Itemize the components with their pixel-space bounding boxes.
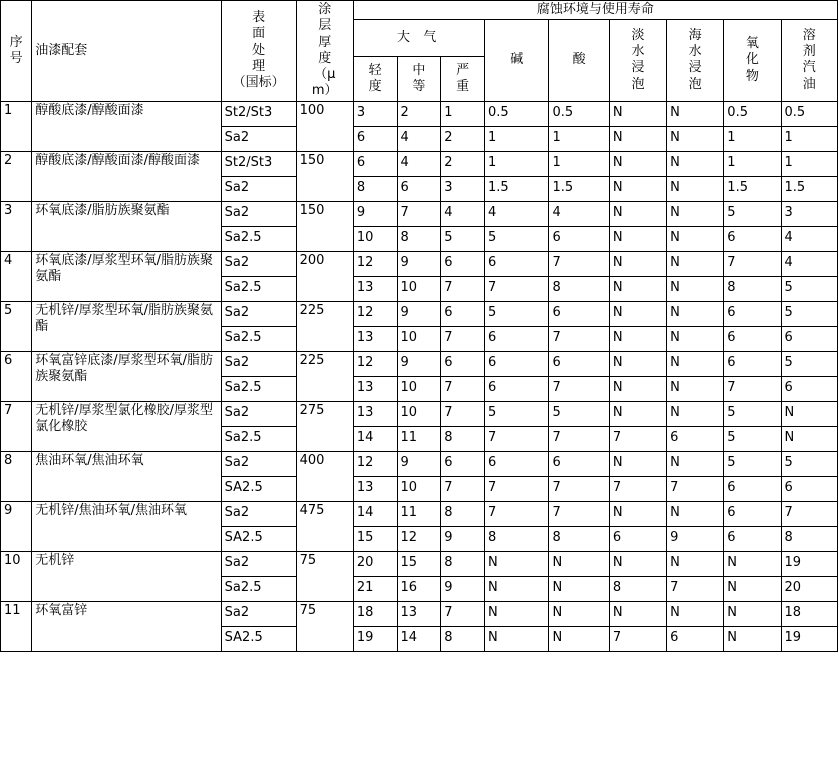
cell-light: 21 (353, 576, 397, 601)
header-seq-char-2: 号 (9, 50, 23, 66)
cell-alkali: N (484, 601, 549, 626)
cell-medium: 11 (397, 426, 441, 451)
cell-alkali: 6 (484, 376, 549, 401)
cell-oxide: 6 (724, 476, 781, 501)
cell-coating-thickness: 475 (296, 501, 353, 551)
cell-seq: 6 (1, 351, 32, 401)
cell-oxide: 6 (724, 526, 781, 551)
cell-freshwater: N (609, 351, 666, 376)
cell-light: 13 (353, 276, 397, 301)
cell-alkali: 6 (484, 451, 549, 476)
cell-acid: 7 (549, 251, 609, 276)
cell-seawater: N (667, 126, 724, 151)
cell-seawater: N (667, 601, 724, 626)
table-row (1, 251, 838, 276)
table-row (1, 301, 838, 326)
cell-seq: 10 (1, 551, 32, 601)
cell-medium: 8 (397, 226, 441, 251)
table-row (1, 101, 838, 126)
cell-surface-treatment: Sa2 (221, 351, 296, 376)
cell-coating-thickness: 225 (296, 301, 353, 351)
cell-alkali: 6 (484, 326, 549, 351)
cell-light: 8 (353, 176, 397, 201)
cell-paint-system: 无机锌 (32, 551, 221, 601)
cell-acid: 8 (549, 276, 609, 301)
cell-severe: 6 (441, 251, 485, 276)
cell-oxide: N (724, 626, 781, 651)
cell-solvent: N (781, 401, 837, 426)
cell-solvent: 0.5 (781, 101, 837, 126)
cell-medium: 9 (397, 301, 441, 326)
cell-acid: N (549, 601, 609, 626)
cell-severe: 6 (441, 351, 485, 376)
table-row (1, 451, 838, 476)
cell-medium: 10 (397, 376, 441, 401)
cell-light: 6 (353, 151, 397, 176)
cell-surface-treatment: Sa2.5 (221, 226, 296, 251)
cell-acid: 6 (549, 351, 609, 376)
cell-severe: 3 (441, 176, 485, 201)
table-row (1, 351, 838, 376)
cell-severe: 1 (441, 101, 485, 126)
cell-solvent: 8 (781, 526, 837, 551)
cell-solvent: 5 (781, 276, 837, 301)
cell-surface-treatment: Sa2 (221, 201, 296, 226)
cell-alkali: 7 (484, 426, 549, 451)
cell-alkali: 1 (484, 151, 549, 176)
cell-freshwater: N (609, 226, 666, 251)
cell-paint-system: 焦油环氧/焦油环氧 (32, 451, 221, 501)
cell-seawater: N (667, 276, 724, 301)
cell-oxide: 1 (724, 151, 781, 176)
cell-solvent: 5 (781, 301, 837, 326)
cell-medium: 13 (397, 601, 441, 626)
cell-oxide: 6 (724, 351, 781, 376)
cell-coating-thickness: 100 (296, 101, 353, 151)
cell-coating-thickness: 150 (296, 201, 353, 251)
cell-freshwater: N (609, 601, 666, 626)
cell-solvent: 4 (781, 226, 837, 251)
cell-seawater: N (667, 326, 724, 351)
cell-coating-thickness: 275 (296, 401, 353, 451)
cell-medium: 2 (397, 101, 441, 126)
cell-freshwater: N (609, 501, 666, 526)
cell-coating-thickness: 400 (296, 451, 353, 501)
cell-seawater: N (667, 301, 724, 326)
cell-light: 12 (353, 301, 397, 326)
cell-severe: 9 (441, 576, 485, 601)
cell-medium: 10 (397, 276, 441, 301)
cell-medium: 9 (397, 251, 441, 276)
cell-light: 12 (353, 451, 397, 476)
cell-solvent: 6 (781, 376, 837, 401)
cell-surface-treatment: SA2.5 (221, 626, 296, 651)
table-row (1, 201, 838, 226)
cell-light: 13 (353, 326, 397, 351)
cell-surface-treatment: Sa2 (221, 251, 296, 276)
cell-alkali: 7 (484, 501, 549, 526)
cell-alkali: 5 (484, 401, 549, 426)
cell-severe: 9 (441, 526, 485, 551)
cell-alkali: 1 (484, 126, 549, 151)
cell-surface-treatment: Sa2 (221, 601, 296, 626)
cell-surface-treatment: Sa2 (221, 301, 296, 326)
cell-severe: 6 (441, 451, 485, 476)
cell-acid: 4 (549, 201, 609, 226)
cell-surface-treatment: Sa2.5 (221, 426, 296, 451)
cell-severe: 2 (441, 126, 485, 151)
cell-medium: 15 (397, 551, 441, 576)
cell-acid: 8 (549, 526, 609, 551)
cell-freshwater: 7 (609, 426, 666, 451)
cell-seq: 9 (1, 501, 32, 551)
cell-severe: 2 (441, 151, 485, 176)
cell-surface-treatment: Sa2.5 (221, 326, 296, 351)
cell-coating-thickness: 225 (296, 351, 353, 401)
cell-oxide: N (724, 601, 781, 626)
cell-light: 13 (353, 401, 397, 426)
cell-alkali: 6 (484, 351, 549, 376)
cell-freshwater: N (609, 451, 666, 476)
cell-seawater: N (667, 176, 724, 201)
cell-solvent: 7 (781, 501, 837, 526)
cell-paint-system: 醇酸底漆/醇酸面漆 (32, 101, 221, 151)
cell-acid: 7 (549, 426, 609, 451)
cell-oxide: 5 (724, 426, 781, 451)
cell-seawater: 6 (667, 626, 724, 651)
cell-solvent: 6 (781, 476, 837, 501)
cell-light: 18 (353, 601, 397, 626)
cell-severe: 6 (441, 301, 485, 326)
cell-medium: 4 (397, 151, 441, 176)
cell-severe: 7 (441, 601, 485, 626)
cell-surface-treatment: SA2.5 (221, 526, 296, 551)
cell-light: 14 (353, 426, 397, 451)
cell-light: 15 (353, 526, 397, 551)
header-alkali: 碱 (484, 20, 549, 101)
cell-light: 20 (353, 551, 397, 576)
cell-coating-thickness: 75 (296, 601, 353, 651)
cell-oxide: 8 (724, 276, 781, 301)
cell-light: 12 (353, 351, 397, 376)
table-row (1, 151, 838, 176)
cell-coating-thickness: 200 (296, 251, 353, 301)
cell-oxide: 1.5 (724, 176, 781, 201)
cell-surface-treatment: St2/St3 (221, 151, 296, 176)
cell-medium: 9 (397, 451, 441, 476)
header-seawater: 海 水 浸 泡 (667, 20, 724, 101)
cell-seq: 11 (1, 601, 32, 651)
cell-seq: 8 (1, 451, 32, 501)
cell-severe: 4 (441, 201, 485, 226)
header-acid: 酸 (549, 20, 609, 101)
header-seq-char-1: 序 (9, 34, 23, 50)
cell-oxide: 6 (724, 301, 781, 326)
cell-acid: 1 (549, 151, 609, 176)
cell-light: 14 (353, 501, 397, 526)
header-surface-treatment: 表 面 处 理 （国标） (221, 1, 296, 102)
cell-solvent: N (781, 426, 837, 451)
cell-acid: 0.5 (549, 101, 609, 126)
cell-freshwater: N (609, 401, 666, 426)
cell-light: 12 (353, 251, 397, 276)
cell-acid: 1.5 (549, 176, 609, 201)
cell-solvent: 6 (781, 326, 837, 351)
cell-solvent: 19 (781, 551, 837, 576)
cell-seq: 5 (1, 301, 32, 351)
cell-seawater: N (667, 101, 724, 126)
cell-alkali: 5 (484, 301, 549, 326)
cell-freshwater: N (609, 326, 666, 351)
cell-seawater: N (667, 251, 724, 276)
table-row (1, 401, 838, 426)
cell-medium: 10 (397, 326, 441, 351)
cell-alkali: 5 (484, 226, 549, 251)
cell-surface-treatment: Sa2 (221, 451, 296, 476)
cell-oxide: 6 (724, 501, 781, 526)
cell-medium: 11 (397, 501, 441, 526)
cell-seawater: N (667, 451, 724, 476)
cell-paint-system: 环氧底漆/脂肪族聚氨酯 (32, 201, 221, 251)
cell-acid: 5 (549, 401, 609, 426)
cell-severe: 8 (441, 626, 485, 651)
cell-seq: 2 (1, 151, 32, 201)
cell-freshwater: 8 (609, 576, 666, 601)
cell-acid: 6 (549, 451, 609, 476)
cell-acid: N (549, 626, 609, 651)
cell-seawater: 7 (667, 476, 724, 501)
cell-surface-treatment: Sa2.5 (221, 576, 296, 601)
header-medium: 中 等 (397, 57, 441, 101)
cell-severe: 8 (441, 426, 485, 451)
cell-alkali: 1.5 (484, 176, 549, 201)
cell-seawater: 9 (667, 526, 724, 551)
cell-oxide: 7 (724, 251, 781, 276)
cell-coating-thickness: 75 (296, 551, 353, 601)
cell-seawater: N (667, 376, 724, 401)
cell-medium: 9 (397, 351, 441, 376)
header-seq (1, 1, 32, 102)
cell-acid: 6 (549, 226, 609, 251)
cell-solvent: 18 (781, 601, 837, 626)
cell-surface-treatment: Sa2 (221, 126, 296, 151)
cell-solvent: 5 (781, 351, 837, 376)
cell-paint-system: 无机锌/焦油环氧/焦油环氧 (32, 501, 221, 551)
cell-solvent: 1 (781, 151, 837, 176)
cell-seawater: N (667, 551, 724, 576)
cell-medium: 6 (397, 176, 441, 201)
header-oxide: 氧 化 物 (724, 20, 781, 101)
cell-severe: 7 (441, 401, 485, 426)
cell-solvent: 4 (781, 251, 837, 276)
cell-oxide: 6 (724, 226, 781, 251)
cell-alkali: 7 (484, 476, 549, 501)
cell-severe: 7 (441, 376, 485, 401)
cell-paint-system: 环氧底漆/厚浆型环氧/脂肪族聚氨酯 (32, 251, 221, 301)
cell-seawater: N (667, 351, 724, 376)
cell-freshwater: N (609, 101, 666, 126)
table-row (1, 551, 838, 576)
cell-light: 3 (353, 101, 397, 126)
cell-medium: 7 (397, 201, 441, 226)
cell-freshwater: N (609, 176, 666, 201)
header-paint-system: 油漆配套 (32, 1, 221, 102)
table-row (1, 601, 838, 626)
cell-seq: 7 (1, 401, 32, 451)
cell-severe: 7 (441, 476, 485, 501)
cell-freshwater: 7 (609, 476, 666, 501)
cell-severe: 5 (441, 226, 485, 251)
cell-paint-system: 无机锌/厚浆型环氧/脂肪族聚氨酯 (32, 301, 221, 351)
cell-freshwater: N (609, 551, 666, 576)
cell-acid: 6 (549, 301, 609, 326)
cell-medium: 10 (397, 476, 441, 501)
cell-acid: 7 (549, 476, 609, 501)
cell-freshwater: N (609, 126, 666, 151)
cell-light: 6 (353, 126, 397, 151)
cell-oxide: 5 (724, 401, 781, 426)
cell-severe: 7 (441, 326, 485, 351)
cell-coating-thickness: 150 (296, 151, 353, 201)
cell-oxide: N (724, 576, 781, 601)
cell-freshwater: N (609, 151, 666, 176)
cell-surface-treatment: Sa2 (221, 176, 296, 201)
cell-alkali: 7 (484, 276, 549, 301)
cell-acid: 7 (549, 501, 609, 526)
cell-seawater: N (667, 226, 724, 251)
table-row (1, 501, 838, 526)
header-severe: 严 重 (441, 57, 485, 101)
cell-acid: N (549, 551, 609, 576)
cell-freshwater: N (609, 376, 666, 401)
table-header-row-1 (1, 1, 838, 20)
cell-acid: N (549, 576, 609, 601)
cell-severe: 8 (441, 551, 485, 576)
cell-surface-treatment: Sa2 (221, 501, 296, 526)
cell-alkali: 4 (484, 201, 549, 226)
header-solvent: 溶 剂 汽 油 (781, 20, 837, 101)
cell-oxide: 1 (724, 126, 781, 151)
cell-oxide: 5 (724, 451, 781, 476)
cell-solvent: 1.5 (781, 176, 837, 201)
header-freshwater: 淡 水 浸 泡 (609, 20, 666, 101)
cell-freshwater: N (609, 301, 666, 326)
cell-medium: 12 (397, 526, 441, 551)
cell-freshwater: N (609, 201, 666, 226)
cell-alkali: N (484, 626, 549, 651)
cell-freshwater: 7 (609, 626, 666, 651)
cell-freshwater: N (609, 276, 666, 301)
cell-acid: 1 (549, 126, 609, 151)
header-coating-thickness: 涂 层 厚 度 （μ m） (296, 1, 353, 102)
cell-seawater: N (667, 151, 724, 176)
cell-seq: 4 (1, 251, 32, 301)
cell-surface-treatment: Sa2 (221, 401, 296, 426)
cell-light: 19 (353, 626, 397, 651)
cell-oxide: 0.5 (724, 101, 781, 126)
cell-surface-treatment: Sa2 (221, 551, 296, 576)
cell-paint-system: 环氧富锌 (32, 601, 221, 651)
cell-severe: 8 (441, 501, 485, 526)
cell-seawater: N (667, 401, 724, 426)
cell-surface-treatment: Sa2.5 (221, 276, 296, 301)
cell-paint-system: 醇酸底漆/醇酸面漆/醇酸面漆 (32, 151, 221, 201)
cell-solvent: 20 (781, 576, 837, 601)
cell-acid: 7 (549, 376, 609, 401)
header-atmosphere: 大 气 (353, 20, 484, 57)
cell-severe: 7 (441, 276, 485, 301)
cell-medium: 10 (397, 401, 441, 426)
cell-seawater: 7 (667, 576, 724, 601)
cell-freshwater: 6 (609, 526, 666, 551)
cell-light: 13 (353, 476, 397, 501)
cell-solvent: 5 (781, 451, 837, 476)
cell-light: 13 (353, 376, 397, 401)
cell-oxide: 5 (724, 201, 781, 226)
cell-light: 10 (353, 226, 397, 251)
cell-surface-treatment: St2/St3 (221, 101, 296, 126)
cell-oxide: 7 (724, 376, 781, 401)
cell-solvent: 1 (781, 126, 837, 151)
cell-medium: 16 (397, 576, 441, 601)
cell-paint-system: 无机锌/厚浆型氯化橡胶/厚浆型氯化橡胶 (32, 401, 221, 451)
cell-seq: 1 (1, 101, 32, 151)
cell-seawater: N (667, 501, 724, 526)
cell-seawater: N (667, 201, 724, 226)
cell-oxide: 6 (724, 326, 781, 351)
cell-solvent: 19 (781, 626, 837, 651)
cell-alkali: 6 (484, 251, 549, 276)
cell-medium: 14 (397, 626, 441, 651)
cell-freshwater: N (609, 251, 666, 276)
cell-paint-system: 环氧富锌底漆/厚浆型环氧/脂肪族聚氨酯 (32, 351, 221, 401)
cell-alkali: N (484, 576, 549, 601)
cell-alkali: N (484, 551, 549, 576)
cell-surface-treatment: Sa2.5 (221, 376, 296, 401)
cell-medium: 4 (397, 126, 441, 151)
header-light: 轻 度 (353, 57, 397, 101)
header-environment-life: 腐蚀环境与使用寿命 (353, 1, 837, 20)
cell-oxide: N (724, 551, 781, 576)
cell-alkali: 8 (484, 526, 549, 551)
cell-alkali: 0.5 (484, 101, 549, 126)
cell-light: 9 (353, 201, 397, 226)
cell-acid: 7 (549, 326, 609, 351)
cell-surface-treatment: SA2.5 (221, 476, 296, 501)
cell-seawater: 6 (667, 426, 724, 451)
cell-solvent: 3 (781, 201, 837, 226)
cell-seq: 3 (1, 201, 32, 251)
